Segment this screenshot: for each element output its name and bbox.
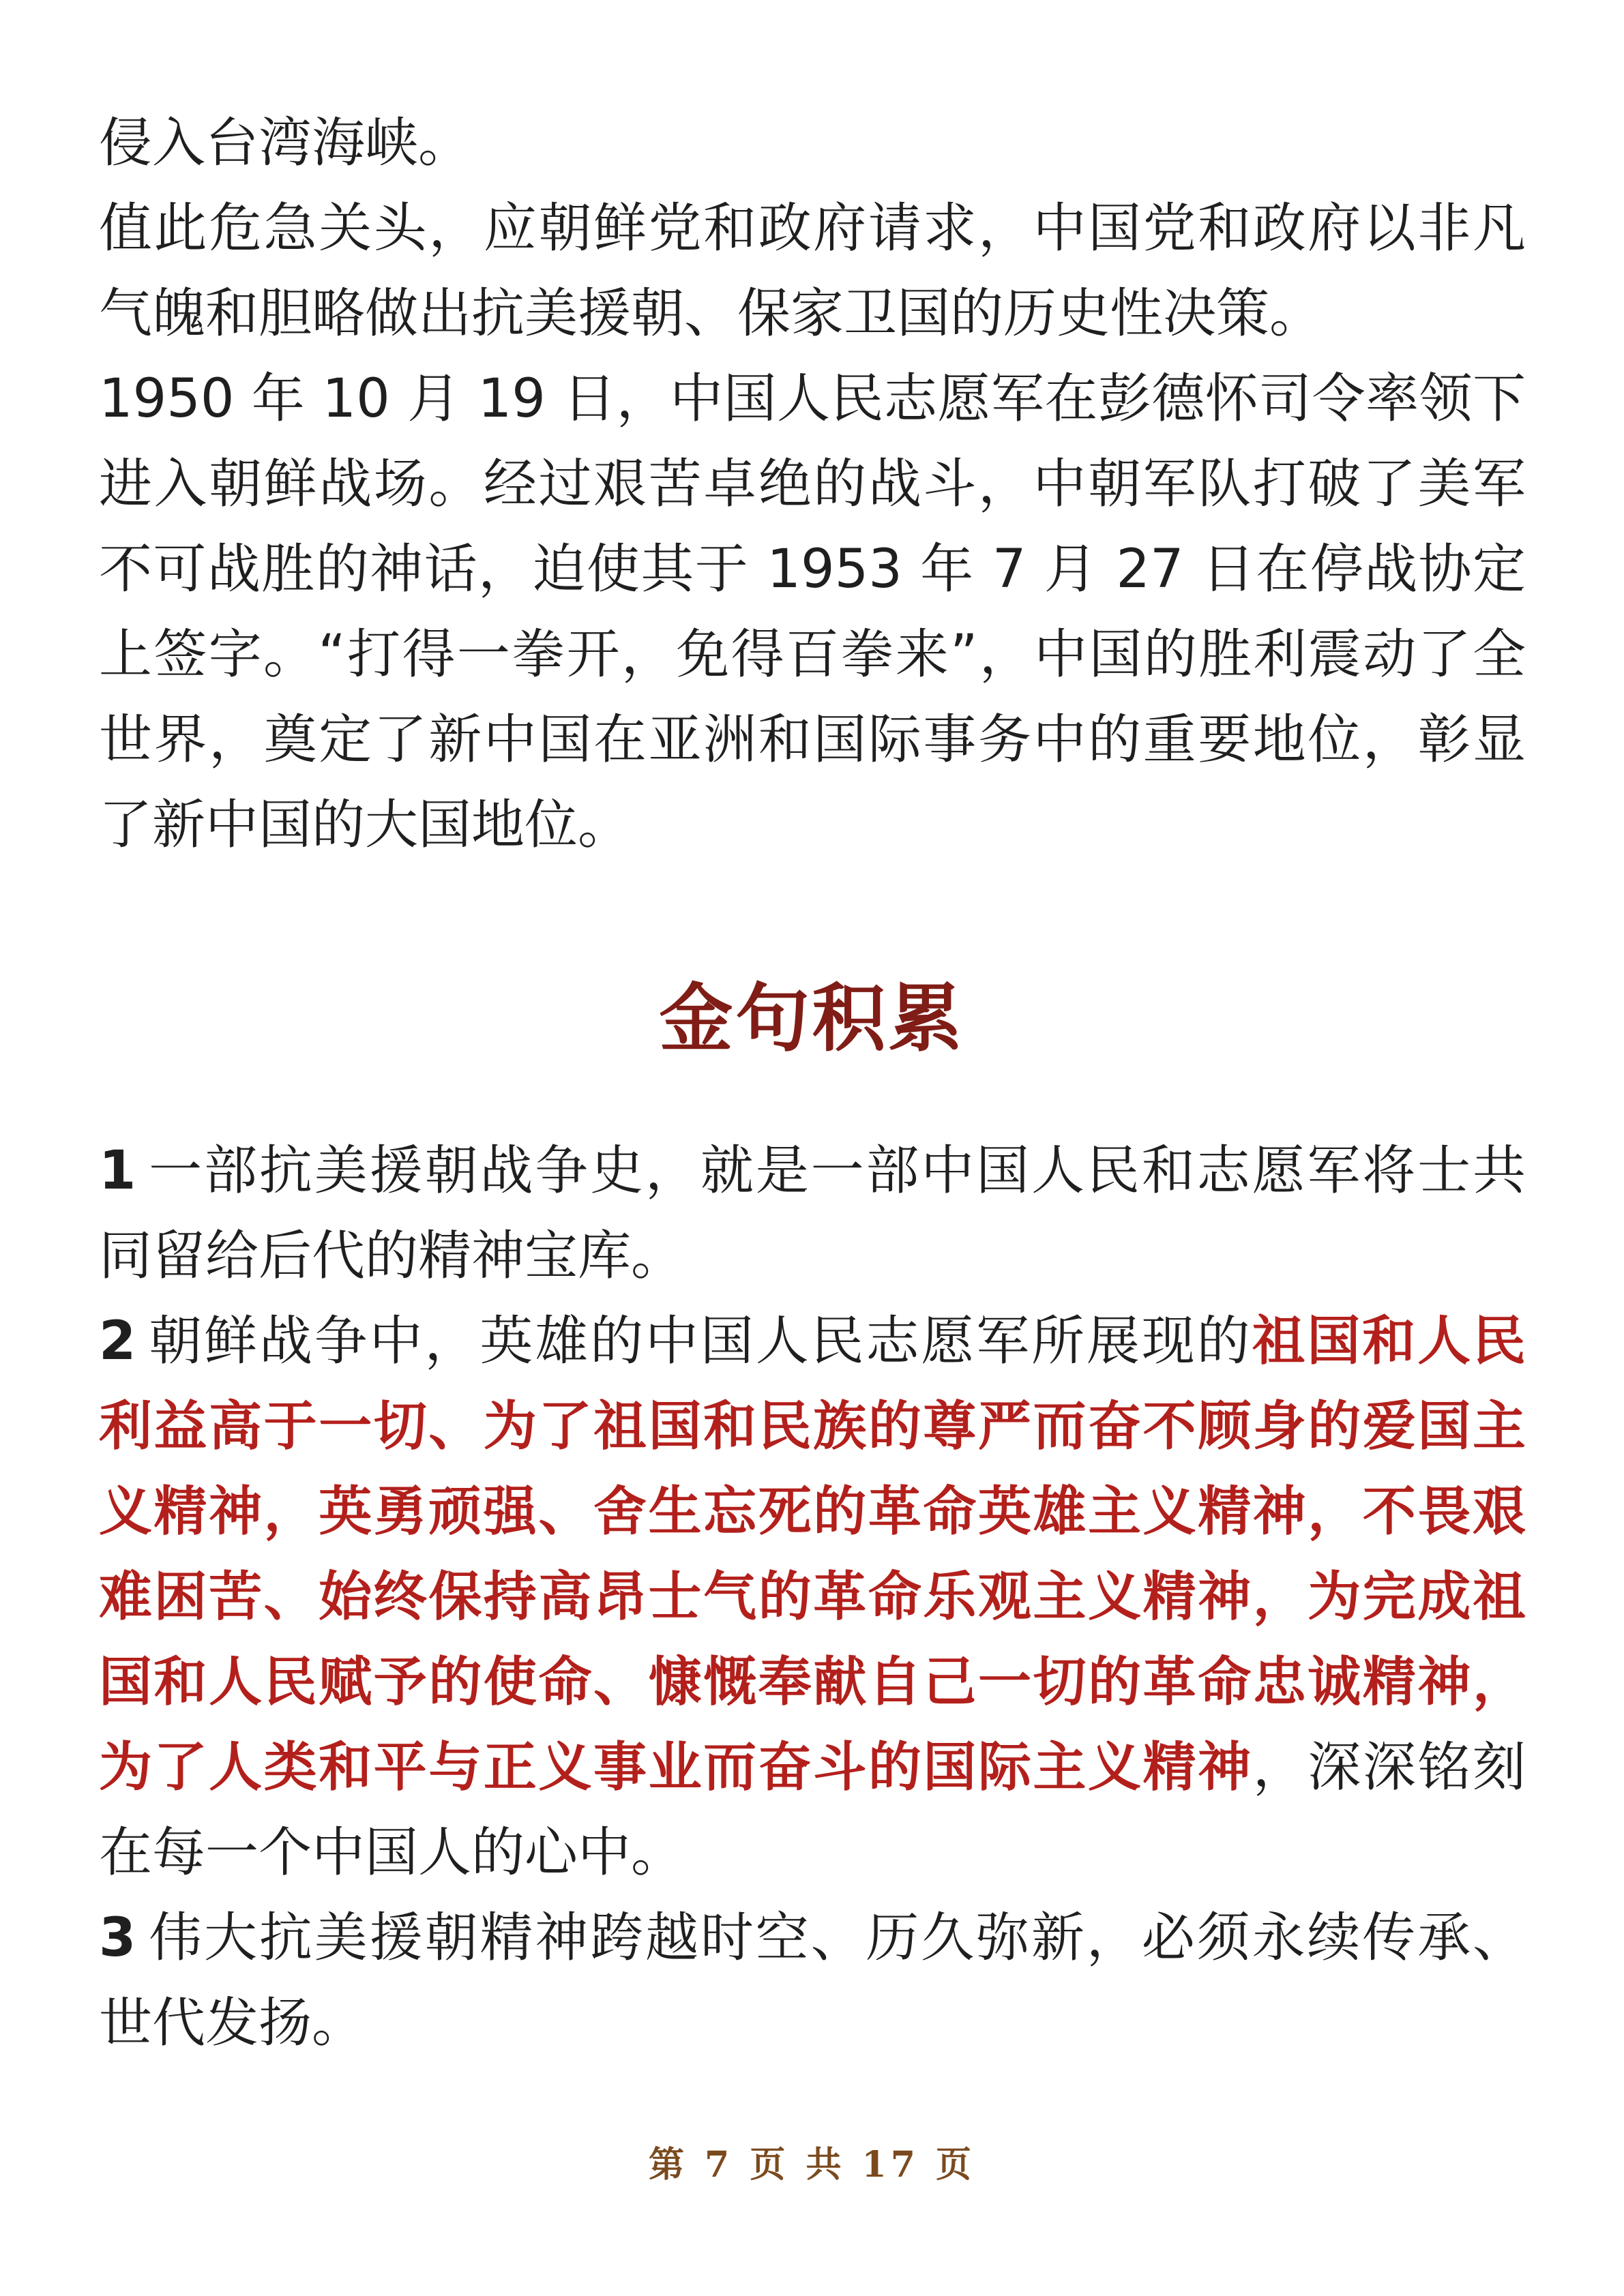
quotes-list [99, 1129, 1526, 2066]
quote-item [99, 1299, 1526, 1896]
quote-number: 1 [99, 1140, 136, 1202]
intro-paragraph: 1950 年 10 月 19 日，中国人民志愿军在彭德怀司令率领下进入朝鲜战场。经过艰苦卓绝的战斗，中朝军队打破了美军不可战胜的神话，迫使其于 1953 年 7 月 27 日在停战协定上签字。“打得一拳开，免得百拳来”，中国的胜利震动了全世界，奠定了新中国在亚洲和国际事务中的重要地位，彰显了新中国的大国地位。 [99, 368, 1526, 856]
quote-number: 2 [99, 1311, 136, 1372]
quote-text-after: ，深深铭刻在每一个中国人的心中。 [99, 1737, 1526, 1883]
intro-paragraph: 侵入台湾海峡。 [99, 113, 472, 174]
page-number-footer: 第 7 页 共 17 页 [648, 2144, 976, 2186]
quote-highlight: 祖国和人民利益高于一切、为了祖国和民族的尊严而奋不顾身的爱国主义精神，英勇顽强、舍生忘死的革命英雄主义精神，不畏艰难困苦、始终保持高昂士气的革命乐观主义精神，为完成祖国和人民赋予的使命、慷慨奉献自己一切的革命忠诚精神，为了人类和平与正义事业而奋斗的国际主义精神 [99, 1311, 1526, 1798]
section-heading: 金句积累 [659, 976, 965, 1062]
quote-text: 一部抗美援朝战争史，就是一部中国人民和志愿军将士共同留给后代的精神宝库。 [99, 1140, 1526, 1287]
intro-text-block [99, 101, 1526, 868]
quote-item [99, 1896, 1526, 2066]
quote-item [99, 1129, 1526, 1299]
intro-paragraph: 值此危急关头，应朝鲜党和政府请求，中国党和政府以非凡气魄和胆略做出抗美援朝、保家卫国的历史性决策。 [99, 198, 1526, 344]
quote-text: 伟大抗美援朝精神跨越时空、历久弥新，必须永续传承、世代发扬。 [99, 1907, 1526, 2054]
quote-text: 朝鲜战争中，英雄的中国人民志愿军所展现的 [147, 1311, 1252, 1372]
quote-number: 3 [99, 1907, 136, 1969]
